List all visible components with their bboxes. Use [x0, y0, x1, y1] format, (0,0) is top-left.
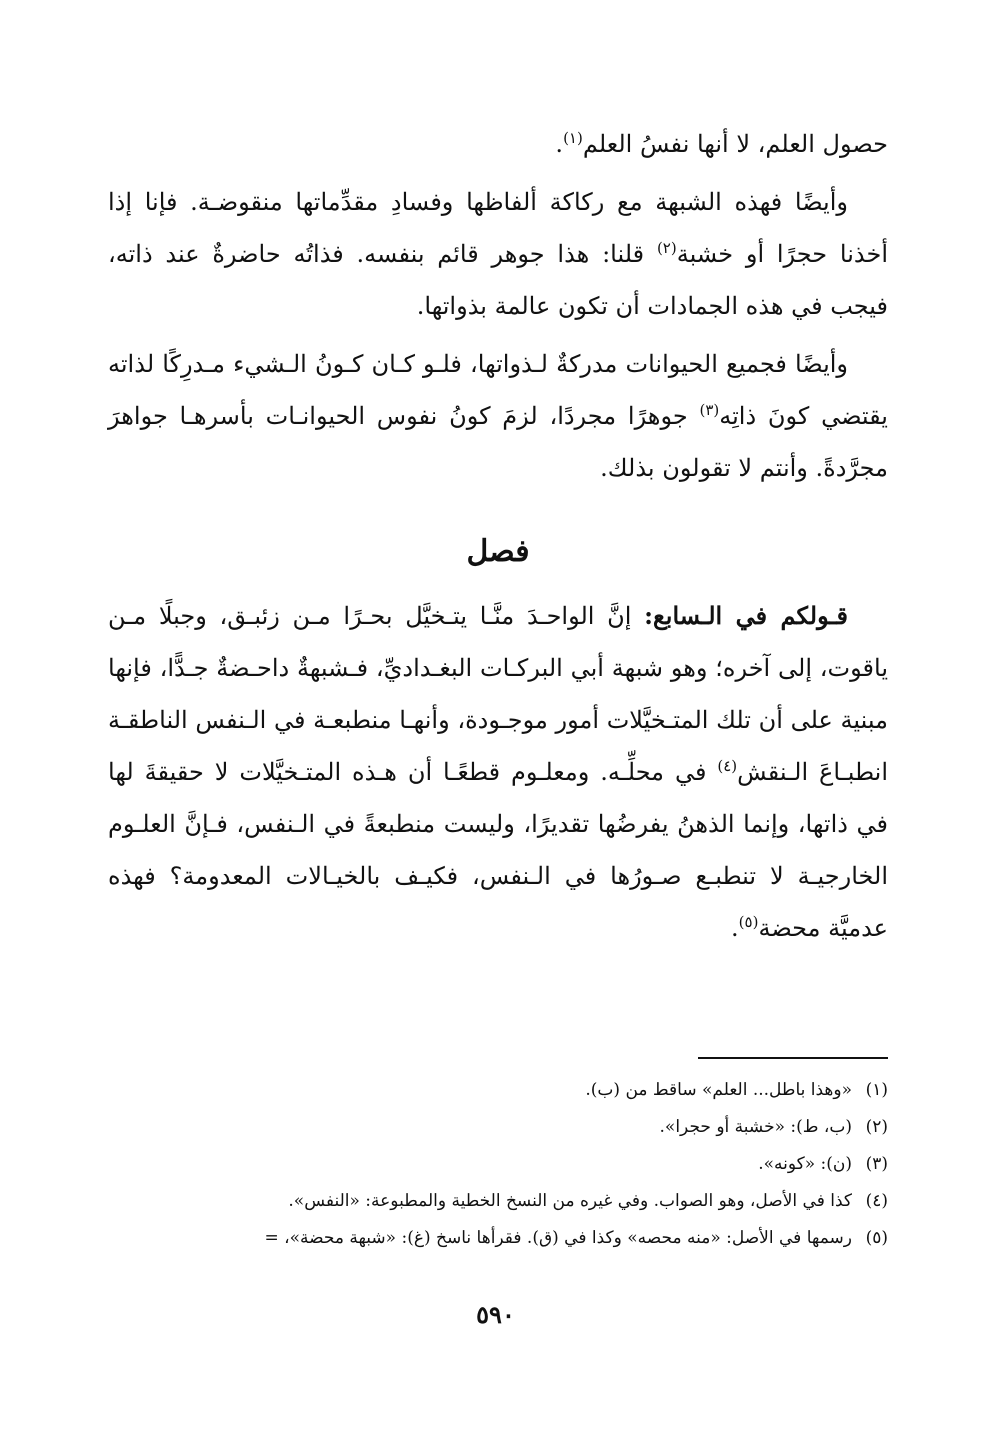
footnote-text: رسمها في الأصل: «منه محصه» وكذا في (ق). فقرأها ناسخ (غ): «شبهة محضة»، = — [264, 1228, 852, 1248]
paragraph-2: وأيضًا فهذه الشبهة مع ركاكة ألفاظها وفسادِ مقدِّماتها منقوضـة. فإنا إذا أخذنا حجرًا أو خشبة$^{(٢)}$ قلنا: هذا جوهر قائم بنفسه. فذاتُه حاضرةٌ عند ذاته، فيجب في هذه الجمادات أن تكون عالمة بذواتها. — [108, 188, 888, 320]
footnote-text: كذا في الأصل، وهو الصواب. وفي غيره من النسخ الخطية والمطبوعة: «النفس». — [288, 1191, 852, 1211]
footnote-item — [108, 1183, 888, 1220]
footnote-text: «وهذا باطل... العلم» ساقط من (ب). — [585, 1080, 852, 1100]
footnote-ref-5[interactable]: (٥) — [738, 913, 759, 931]
footnote-item — [108, 1109, 888, 1146]
footnote-divider — [698, 1057, 888, 1059]
footnote-ref-1[interactable]: (١) — [563, 129, 583, 147]
footnote-text: (ب، ط): «خشبة أو حجرا». — [659, 1117, 852, 1137]
footnote-item — [108, 1220, 888, 1257]
footnote-number: (١) — [865, 1080, 888, 1100]
paragraph-4: قـولكم في الـسابع: إنَّ الواحـدَ منَّـا يتـخيَّل بحـرًا مـن زئبـق، وجبلًا مـن ياقوت، إلى آخره؛ وهو شبهة أبي البركـات البغـداديِّ، فـشبهةٌ داحـضةٌ جـدًّا، فإنها مبنية على أن تلك المتـخيَّلات أمور موجـودة، وأنهـا منطبعـة في الـنفس الناطقـة انطبـاعَ الـنقش$^{(٤)}$ في محلِّـه. ومعلـوم قطعًـا أن هـذه المتـخيَّلات لا حقيقةَ لها في ذاتها، وإنما الذهنُ يفرضُها تقديرًا، وليست منطبعةً في الـنفس، فـإنَّ العلـوم الخارجيـة لا تنطبـع صـورُها في الـنفس، فكيـف بالخيـالات المعدومة؟ فهذه عدميَّة محضة$^{(٥)}$. — [108, 601, 888, 942]
footnote-number: (٢) — [865, 1117, 888, 1137]
footnote-text: (ن): «كونه». — [758, 1154, 852, 1174]
paragraph-lead: قـولكم في الـسابع: — [644, 601, 848, 630]
footnote-ref-3[interactable]: (٣) — [699, 401, 720, 419]
footnote-number: (٥) — [865, 1228, 888, 1248]
paragraph-3: وأيضًا فجميع الحيوانات مدركةٌ لـذواتها، فلـو كـان كـونُ الـشيء مـدرِكًا لذاته يقتضي كونَ ذاتِه$^{(٣)}$ جوهرًا مجردًا، لزمَ كونُ نفوس الحيوانـات بأسرهـا جواهرَ مجرَّدةً. وأنتم لا تقولون بذلك. — [108, 350, 888, 482]
footnotes-list — [108, 1072, 888, 1257]
footnote-ref-4[interactable]: (٤) — [717, 757, 738, 775]
section-heading: فصل — [466, 534, 530, 569]
footnote-ref-2[interactable]: (٢) — [656, 239, 677, 257]
footnote-number: (٤) — [865, 1191, 888, 1211]
page-number: ٥٩٠ — [476, 1300, 515, 1329]
paragraph-1: حصول العلم، لا أنها نفسُ العلم$^{(١)}$. — [555, 129, 888, 158]
page-content — [108, 118, 888, 954]
main-text — [108, 118, 888, 494]
footnote-number: (٣) — [865, 1154, 888, 1174]
section-text — [108, 590, 888, 954]
footnote-item — [108, 1146, 888, 1183]
footnote-item — [108, 1072, 888, 1109]
